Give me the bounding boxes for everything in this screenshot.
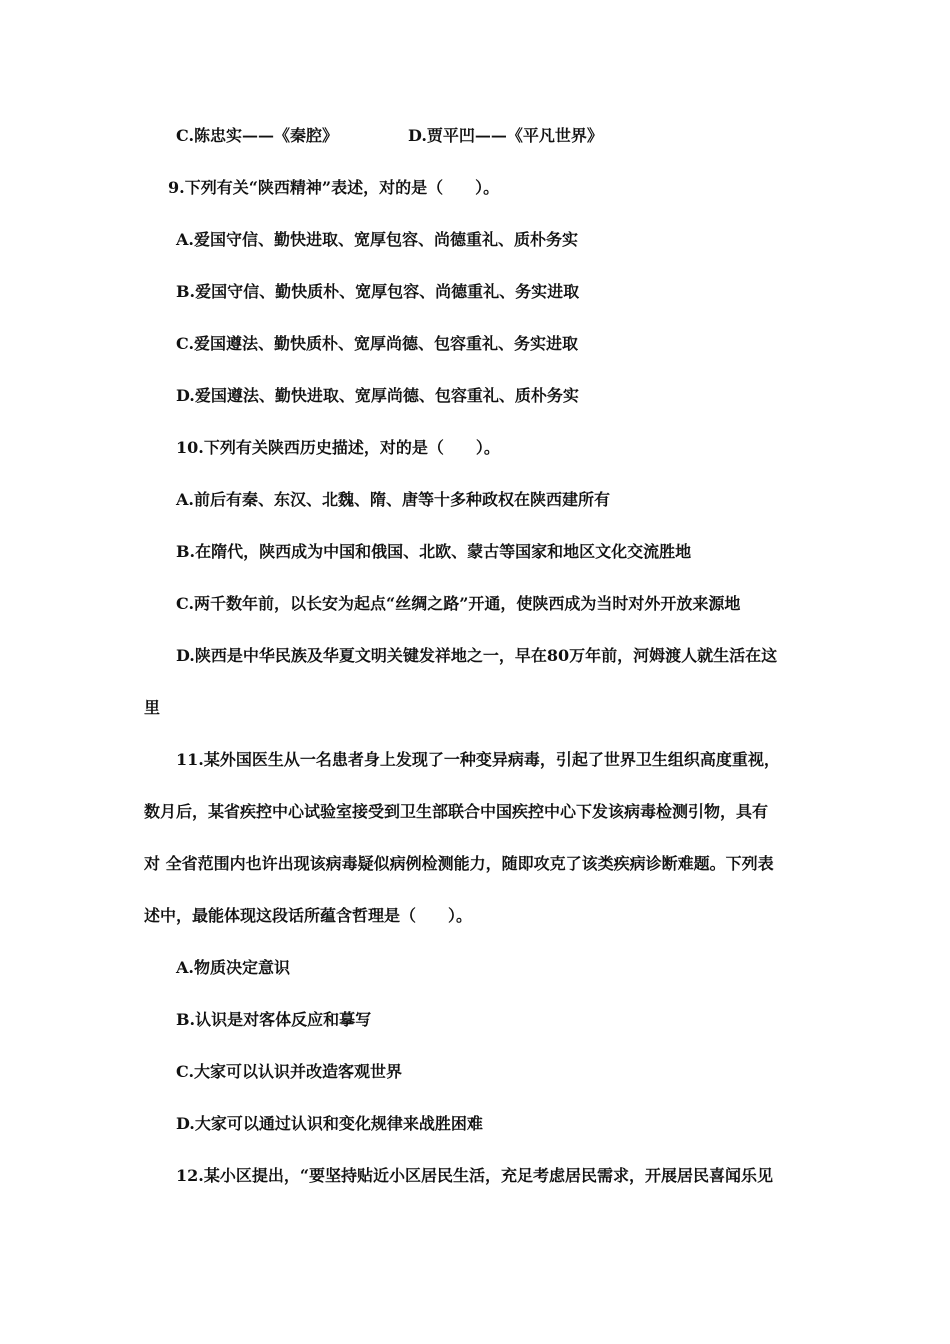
q9-stem: 9.下列有关“陕西精神”表述，对的是（ ）。 bbox=[168, 178, 500, 197]
q11-stem-line2: 数月后，某省疾控中心试验室接受到卫生部联合中国疾控中心下发该病毒检测引物，具有 bbox=[144, 802, 769, 821]
q10-stem: 10.下列有关陕西历史描述，对的是（ ）。 bbox=[176, 438, 500, 457]
q10-option-c: C.两千数年前，以长安为起点“丝绸之路”开通，使陕西成为当时对外开放来源地 bbox=[176, 594, 741, 613]
q11-stem-line3: 对 全省范围内也许出现该病毒疑似病例检测能力，随即攻克了该类疾病诊断难题。下列表 bbox=[144, 854, 774, 873]
q8-option-d: D.贾平凹——《平凡世界》 bbox=[408, 126, 603, 145]
q12-stem-line1: 12.某小区提出，“要坚持贴近小区居民生活，充足考虑居民需求，开展居民喜闻乐见 bbox=[176, 1166, 774, 1185]
q9-option-a: A.爱国守信、勤快进取、宽厚包容、尚德重礼、质朴务实 bbox=[176, 230, 578, 249]
q11-option-b: B.认识是对客体反应和摹写 bbox=[176, 1010, 372, 1029]
q9-option-d: D.爱国遵法、勤快进取、宽厚尚德、包容重礼、质朴务实 bbox=[176, 386, 579, 405]
q10-option-d-line2: 里 bbox=[144, 698, 161, 717]
q11-stem-line4: 述中，最能体现这段话所蕴含哲理是（ ）。 bbox=[144, 906, 473, 925]
q11-option-a: A.物质决定意识 bbox=[176, 958, 290, 977]
q9-option-c: C.爱国遵法、勤快质朴、宽厚尚德、包容重礼、务实进取 bbox=[176, 334, 579, 353]
q8-option-c: C.陈忠实——《秦腔》 bbox=[176, 126, 339, 145]
q11-stem-line1: 11.某外国医生从一名患者身上发现了一种变异病毒，引起了世界卫生组织高度重视， bbox=[176, 750, 780, 769]
q9-option-b: B.爱国守信、勤快质朴、宽厚包容、尚德重礼、务实进取 bbox=[176, 282, 580, 301]
q10-option-b: B.在隋代，陕西成为中国和俄国、北欧、蒙古等国家和地区文化交流胜地 bbox=[176, 542, 692, 561]
q11-option-c: C.大家可以认识并改造客观世界 bbox=[176, 1062, 403, 1081]
q11-option-d: D.大家可以通过认识和变化规律来战胜困难 bbox=[176, 1114, 483, 1133]
q10-option-d-line1: D.陕西是中华民族及华夏文明关键发祥地之一，早在80万年前，河姆渡人就生活在这 bbox=[176, 646, 778, 665]
q10-option-a: A.前后有秦、东汉、北魏、隋、唐等十多种政权在陕西建所有 bbox=[176, 490, 610, 509]
q8-options-row bbox=[176, 126, 603, 146]
